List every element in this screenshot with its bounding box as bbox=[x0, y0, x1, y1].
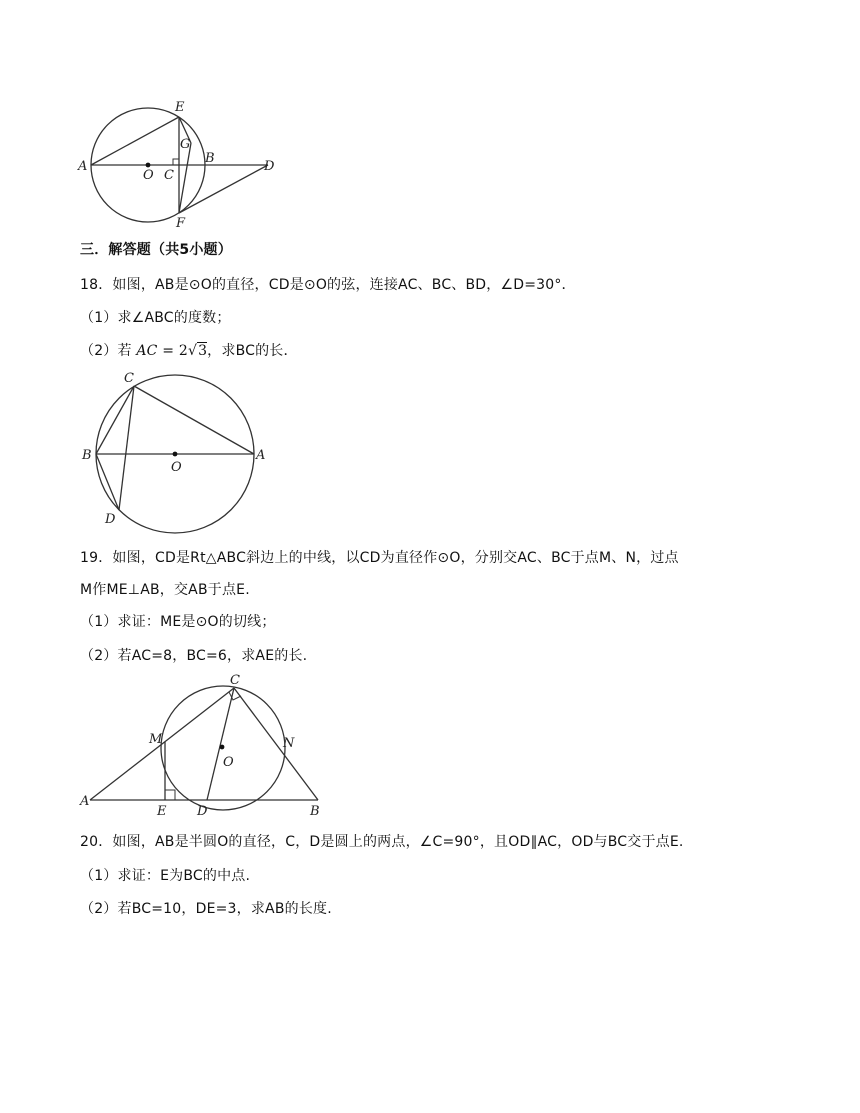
label-d: D bbox=[264, 159, 275, 174]
line-fd bbox=[179, 165, 268, 213]
q19-part2: （2）若AC=8，BC=6，求AE的长. bbox=[80, 648, 308, 664]
figure-q18-svg bbox=[78, 370, 278, 530]
q18-part2-prefix: （2）若 bbox=[80, 343, 137, 359]
label-a: A bbox=[80, 794, 90, 809]
q20-part1: （1）求证：E为BC的中点. bbox=[80, 868, 251, 884]
label-g: G bbox=[180, 137, 191, 152]
q18-part2-math bbox=[136, 342, 207, 359]
label-o: O bbox=[223, 755, 234, 770]
label-d: D bbox=[105, 512, 116, 527]
q18-part2 bbox=[80, 341, 298, 361]
center-dot bbox=[220, 745, 225, 750]
chord-cd bbox=[119, 386, 134, 510]
math-radical: 3 bbox=[198, 343, 208, 359]
line-cb bbox=[96, 386, 134, 454]
label-b: B bbox=[205, 151, 215, 166]
line-gf bbox=[179, 143, 191, 213]
label-o: O bbox=[171, 460, 182, 475]
label-c: C bbox=[124, 371, 134, 386]
q18-stem: 18．如图，AB是⊙O的直径，CD是⊙O的弦，连接AC、BC、BD，∠D=30°． bbox=[80, 277, 576, 293]
center-dot bbox=[146, 163, 151, 168]
label-o: O bbox=[143, 168, 154, 183]
line-ae bbox=[91, 117, 179, 165]
label-c: C bbox=[164, 168, 174, 183]
label-a: A bbox=[78, 159, 88, 174]
line-ca bbox=[134, 386, 254, 454]
q19-part1: （1）求证：ME是⊙O的切线； bbox=[80, 614, 276, 630]
q20-stem: 20．如图，AB是半圆O的直径，C，D是圆上的两点，∠C=90°，且OD∥AC，OD与BC交于点E. bbox=[80, 834, 684, 850]
median-cd bbox=[207, 688, 234, 800]
figure-q17-svg bbox=[78, 95, 288, 230]
label-e: E bbox=[175, 100, 185, 115]
q18-part2-suffix: ，求BC的长． bbox=[207, 343, 298, 359]
q18-part1: （1）求∠ABC的度数； bbox=[80, 310, 231, 326]
label-n: N bbox=[283, 736, 295, 751]
figure-q17 bbox=[78, 95, 288, 230]
label-e: E bbox=[157, 804, 167, 819]
q20-part2: （2）若BC=10，DE=3，求AB的长度. bbox=[80, 901, 332, 917]
right-angle-e bbox=[165, 790, 175, 800]
math-eq: = 2 bbox=[157, 343, 188, 359]
figure-q18 bbox=[78, 370, 278, 530]
q19-stem-line2: M作ME⊥AB，交AB于点E. bbox=[80, 582, 250, 598]
center-dot bbox=[173, 452, 178, 457]
label-c: C bbox=[230, 673, 240, 688]
label-b: B bbox=[82, 448, 92, 463]
line-bd bbox=[96, 454, 119, 510]
q19-stem-line1: 19．如图，CD是Rt△ABC斜边上的中线，以CD为直径作⊙O，分别交AC、BC于点M、N，过点 bbox=[80, 550, 679, 566]
right-angle-mark bbox=[173, 159, 179, 165]
label-a: A bbox=[256, 448, 266, 463]
math-lhs: AC bbox=[136, 343, 158, 359]
label-b: B bbox=[310, 804, 320, 819]
label-d: D bbox=[197, 804, 208, 819]
sqrt-sign: √ bbox=[187, 343, 198, 359]
label-m: M bbox=[149, 732, 163, 747]
section-heading: 三．解答题（共5小题） bbox=[80, 242, 232, 258]
leg-bc bbox=[234, 688, 318, 800]
figure-q19 bbox=[78, 675, 338, 820]
label-f: F bbox=[176, 216, 186, 231]
figure-q19-svg bbox=[78, 675, 338, 820]
